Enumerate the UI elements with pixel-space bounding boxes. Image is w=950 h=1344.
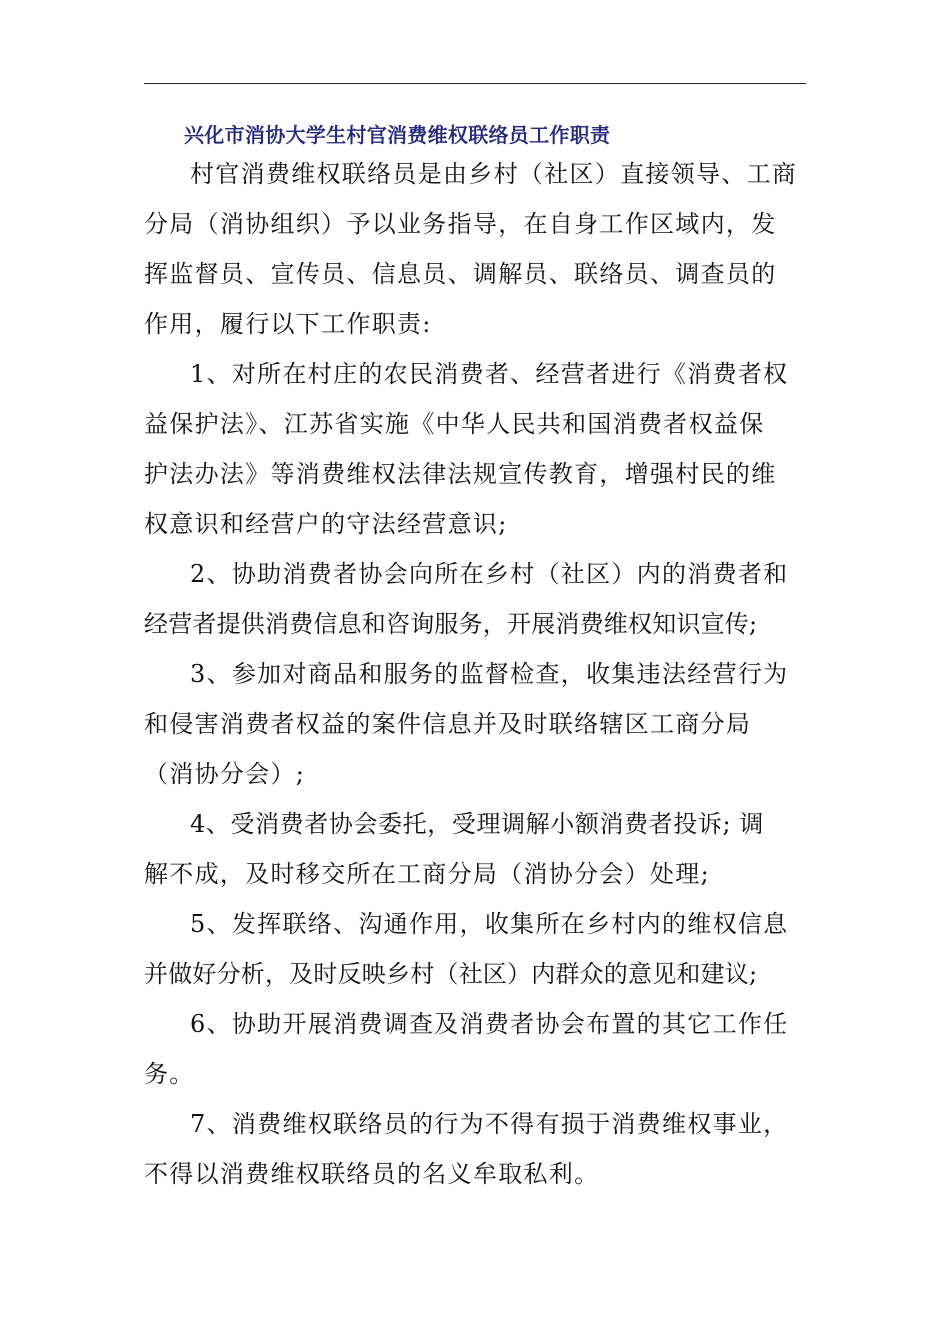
paragraph-line: 经营者提供消费信息和咨询服务，开展消费维权知识宣传;	[144, 610, 758, 638]
paragraph-line: 6、协助开展消费调查及消费者协会布置的其它工作任	[190, 1010, 789, 1038]
paragraph-line: 不得以消费维权联络员的名义牟取私利。	[144, 1160, 600, 1188]
paragraph-line: 务。	[144, 1060, 195, 1088]
paragraph-line: 5、发挥联络、沟通作用，收集所在乡村内的维权信息	[190, 910, 789, 938]
paragraph-line: 分局（消协组织）予以业务指导，在自身工作区域内，发	[144, 210, 777, 238]
paragraph-line: 权意识和经营户的守法经营意识;	[144, 510, 508, 538]
paragraph-line: 解不成，及时移交所在工商分局（消协分会）处理;	[144, 860, 710, 888]
paragraph-line: 3、参加对商品和服务的监督检查，收集违法经营行为	[190, 660, 789, 688]
header-rule	[144, 83, 806, 84]
paragraph-line: 7、消费维权联络员的行为不得有损于消费维权事业，	[190, 1110, 789, 1138]
document-body	[144, 149, 804, 1199]
paragraph-line: 4、受消费者协会委托，受理调解小额消费者投诉; 调	[190, 810, 764, 838]
paragraph-line: 并做好分析，及时反映乡村（社区）内群众的意见和建议;	[144, 960, 758, 988]
document-title: 兴化市消协大学生村官消费维权联络员工作职责	[184, 123, 611, 147]
paragraph-line: 挥监督员、宣传员、信息员、调解员、联络员、调查员的	[144, 260, 777, 288]
paragraph-line: 和侵害消费者权益的案件信息并及时联络辖区工商分局	[144, 710, 752, 738]
paragraph-line: 护法办法》等消费维权法律法规宣传教育，增强村民的维	[144, 460, 777, 488]
paragraph-line: 村官消费维权联络员是由乡村（社区）直接领导、工商	[190, 160, 798, 188]
paragraph-line: 1、对所在村庄的农民消费者、经营者进行《消费者权	[190, 360, 789, 388]
paragraph-line: 作用，履行以下工作职责:	[144, 310, 432, 338]
paragraph-line: 益保护法》、江苏省实施《中华人民共和国消费者权益保	[144, 410, 765, 438]
paragraph-line: （消协分会）;	[144, 760, 306, 788]
paragraph-line: 2、协助消费者协会向所在乡村（社区）内的消费者和	[190, 560, 789, 588]
